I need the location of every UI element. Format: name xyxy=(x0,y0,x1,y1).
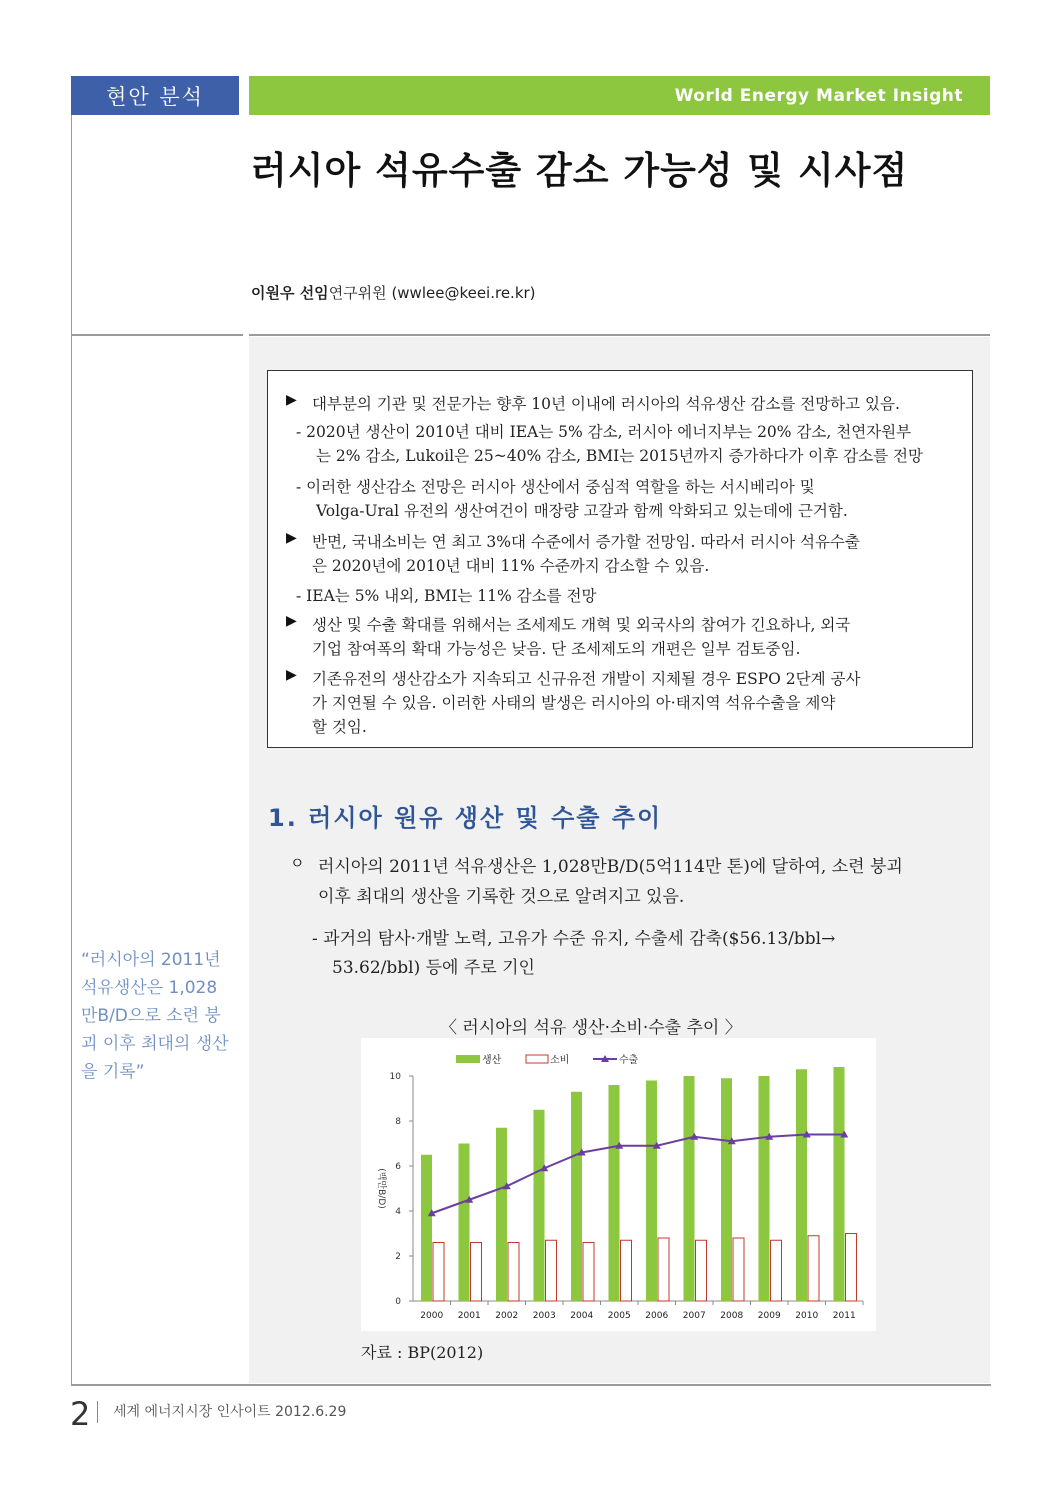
summary-line: 기존유전의 생산감소가 지속되고 신규유전 개발이 지체될 경우 ESPO 2단계 공사 xyxy=(312,670,861,688)
section-tag: 현안 분석 xyxy=(71,76,239,115)
y-tick-label: 4 xyxy=(395,1207,401,1217)
bar-production xyxy=(609,1085,620,1301)
summary-line: 은 2020년에 2010년 대비 11% 수준까지 감소할 수 있음. xyxy=(312,557,710,575)
publication-info: 세계 에너지시장 인사이트 2012.6.29 xyxy=(113,1404,347,1420)
summary-line: 생산 및 수출 확대를 위해서는 조세제도 개혁 및 외국사의 참여가 긴요하나, 외국 xyxy=(312,616,851,634)
summary-line: 가 지연될 수 있음. 이러한 사태의 발생은 러시아의 아·태지역 석유수출을 제약 xyxy=(312,694,836,712)
x-tick-label: 2002 xyxy=(495,1311,519,1321)
author-name: 이원우 선임 xyxy=(251,284,329,302)
bar-consumption xyxy=(433,1243,444,1302)
summary-line: 대부분의 기관 및 전문가는 향후 10년 이내에 러시아의 석유생산 감소를 전망하고 있음. xyxy=(312,395,900,413)
page-number: 2 xyxy=(70,1395,91,1433)
figure-caption: 〈 러시아의 석유 생산·소비·수출 추이 〉 xyxy=(440,1018,742,1038)
bar-consumption xyxy=(621,1240,632,1301)
footer-divider xyxy=(71,1384,991,1386)
bar-production xyxy=(721,1078,732,1301)
divider xyxy=(71,334,243,336)
figure-source: 자료 : BP(2012) xyxy=(361,1343,484,1362)
y-tick-label: 10 xyxy=(389,1072,401,1082)
bar-production xyxy=(646,1081,657,1302)
bar-production xyxy=(759,1076,770,1301)
x-tick-label: 2003 xyxy=(532,1311,556,1321)
legend-label-consumption: 소비 xyxy=(550,1055,570,1066)
bullet-icon: ▶ xyxy=(286,530,297,546)
bar-production xyxy=(571,1092,582,1301)
bar-consumption xyxy=(771,1240,782,1301)
summary-line: - 이러한 생산감소 전망은 러시아 생산에서 중심적 역할을 하는 서시베리아 및 xyxy=(296,478,815,496)
y-axis-label: (백만B/D) xyxy=(376,1168,386,1209)
summary-line: 기업 참여폭의 확대 가능성은 낮음. 단 조세제도의 개편은 일부 검토중임. xyxy=(312,640,801,658)
x-tick-label: 2011 xyxy=(832,1311,856,1321)
bar-production xyxy=(796,1069,807,1301)
summary-box xyxy=(267,370,973,748)
bar-production xyxy=(534,1110,545,1301)
bar-production xyxy=(459,1144,470,1302)
divider xyxy=(249,334,990,336)
y-tick-label: 2 xyxy=(395,1252,401,1262)
bar-consumption xyxy=(696,1240,707,1301)
x-tick-label: 2007 xyxy=(682,1311,706,1321)
bar-consumption xyxy=(733,1238,744,1301)
article-title: 러시아 석유수출 감소 가능성 및 시사점 xyxy=(251,149,909,192)
series-name: World Energy Market Insight xyxy=(674,86,963,106)
x-tick-label: 2004 xyxy=(570,1311,594,1321)
body-line: 이후 최대의 생산을 기록한 것으로 알려지고 있음. xyxy=(318,887,685,907)
chart-svg xyxy=(361,1038,876,1331)
body-line: 53.62/bbl) 등에 주로 기인 xyxy=(332,958,535,978)
bar-consumption xyxy=(471,1243,482,1302)
bullet-icon: ▶ xyxy=(286,613,297,629)
x-tick-label: 2000 xyxy=(420,1311,444,1321)
legend-label-export: 수출 xyxy=(619,1055,639,1066)
summary-line: - IEA는 5% 내외, BMI는 11% 감소를 전망 xyxy=(296,587,597,605)
y-tick-label: 0 xyxy=(395,1297,401,1307)
bullet-icon: ▶ xyxy=(286,392,297,408)
footer-separator xyxy=(97,1401,98,1423)
summary-line: - 2020년 생산이 2010년 대비 IEA는 5% 감소, 러시아 에너지부는 20% 감소, 천연자원부 xyxy=(296,423,912,441)
x-tick-label: 2006 xyxy=(645,1311,669,1321)
x-tick-label: 2005 xyxy=(607,1311,631,1321)
x-tick-label: 2010 xyxy=(795,1311,819,1321)
bar-production xyxy=(496,1128,507,1301)
author-role: 연구위원 xyxy=(328,284,387,302)
legend-label-production: 생산 xyxy=(482,1055,502,1066)
bar-production xyxy=(684,1076,695,1301)
export-line xyxy=(432,1135,845,1214)
bar-consumption xyxy=(658,1238,669,1301)
legend-swatch-consumption xyxy=(526,1055,548,1063)
summary-line: Volga-Ural 유전의 생산여건이 매장량 고갈과 함께 악화되고 있는데에 근거함. xyxy=(316,502,848,520)
author-line xyxy=(251,282,536,303)
bullet-icon: ▶ xyxy=(286,667,297,683)
x-tick-label: 2001 xyxy=(457,1311,481,1321)
bar-consumption xyxy=(583,1243,594,1302)
bar-consumption xyxy=(546,1240,557,1301)
x-tick-label: 2008 xyxy=(720,1311,744,1321)
legend-swatch-production xyxy=(456,1055,480,1063)
pull-quote: “러시아의 2011년 석유생산은 1,028만B/D으로 소련 붕괴 이후 최대의 생산을 기록” xyxy=(81,950,229,1082)
chart xyxy=(361,1038,876,1331)
x-tick-label: 2009 xyxy=(757,1311,781,1321)
section-heading: 1. 러시아 원유 생산 및 수출 추이 xyxy=(268,804,663,832)
bar-consumption xyxy=(808,1236,819,1301)
summary-line: 할 것임. xyxy=(312,718,367,736)
y-tick-label: 8 xyxy=(395,1117,401,1127)
left-border xyxy=(71,115,72,1385)
author-email: (wwlee@keei.re.kr) xyxy=(391,284,536,302)
bar-consumption xyxy=(846,1234,857,1302)
y-tick-label: 6 xyxy=(395,1162,401,1172)
bar-consumption xyxy=(508,1243,519,1302)
bar-production xyxy=(421,1155,432,1301)
circle-bullet-icon: ㅇ xyxy=(290,854,305,872)
body-line: 러시아의 2011년 석유생산은 1,028만B/D(5억114만 톤)에 달하여, 소련 붕괴 xyxy=(318,857,903,877)
summary-line: 는 2% 감소, Lukoil은 25~40% 감소, BMI는 2015년까지 증가하다가 이후 감소를 전망 xyxy=(316,447,923,465)
bar-production xyxy=(834,1067,845,1301)
summary-line: 반면, 국내소비는 연 최고 3%대 수준에서 증가할 전망임. 따라서 러시아 석유수출 xyxy=(312,533,860,551)
body-line: - 과거의 탐사·개발 노력, 고유가 수준 유지, 수출세 감축($56.13/bbl→ xyxy=(312,929,836,949)
